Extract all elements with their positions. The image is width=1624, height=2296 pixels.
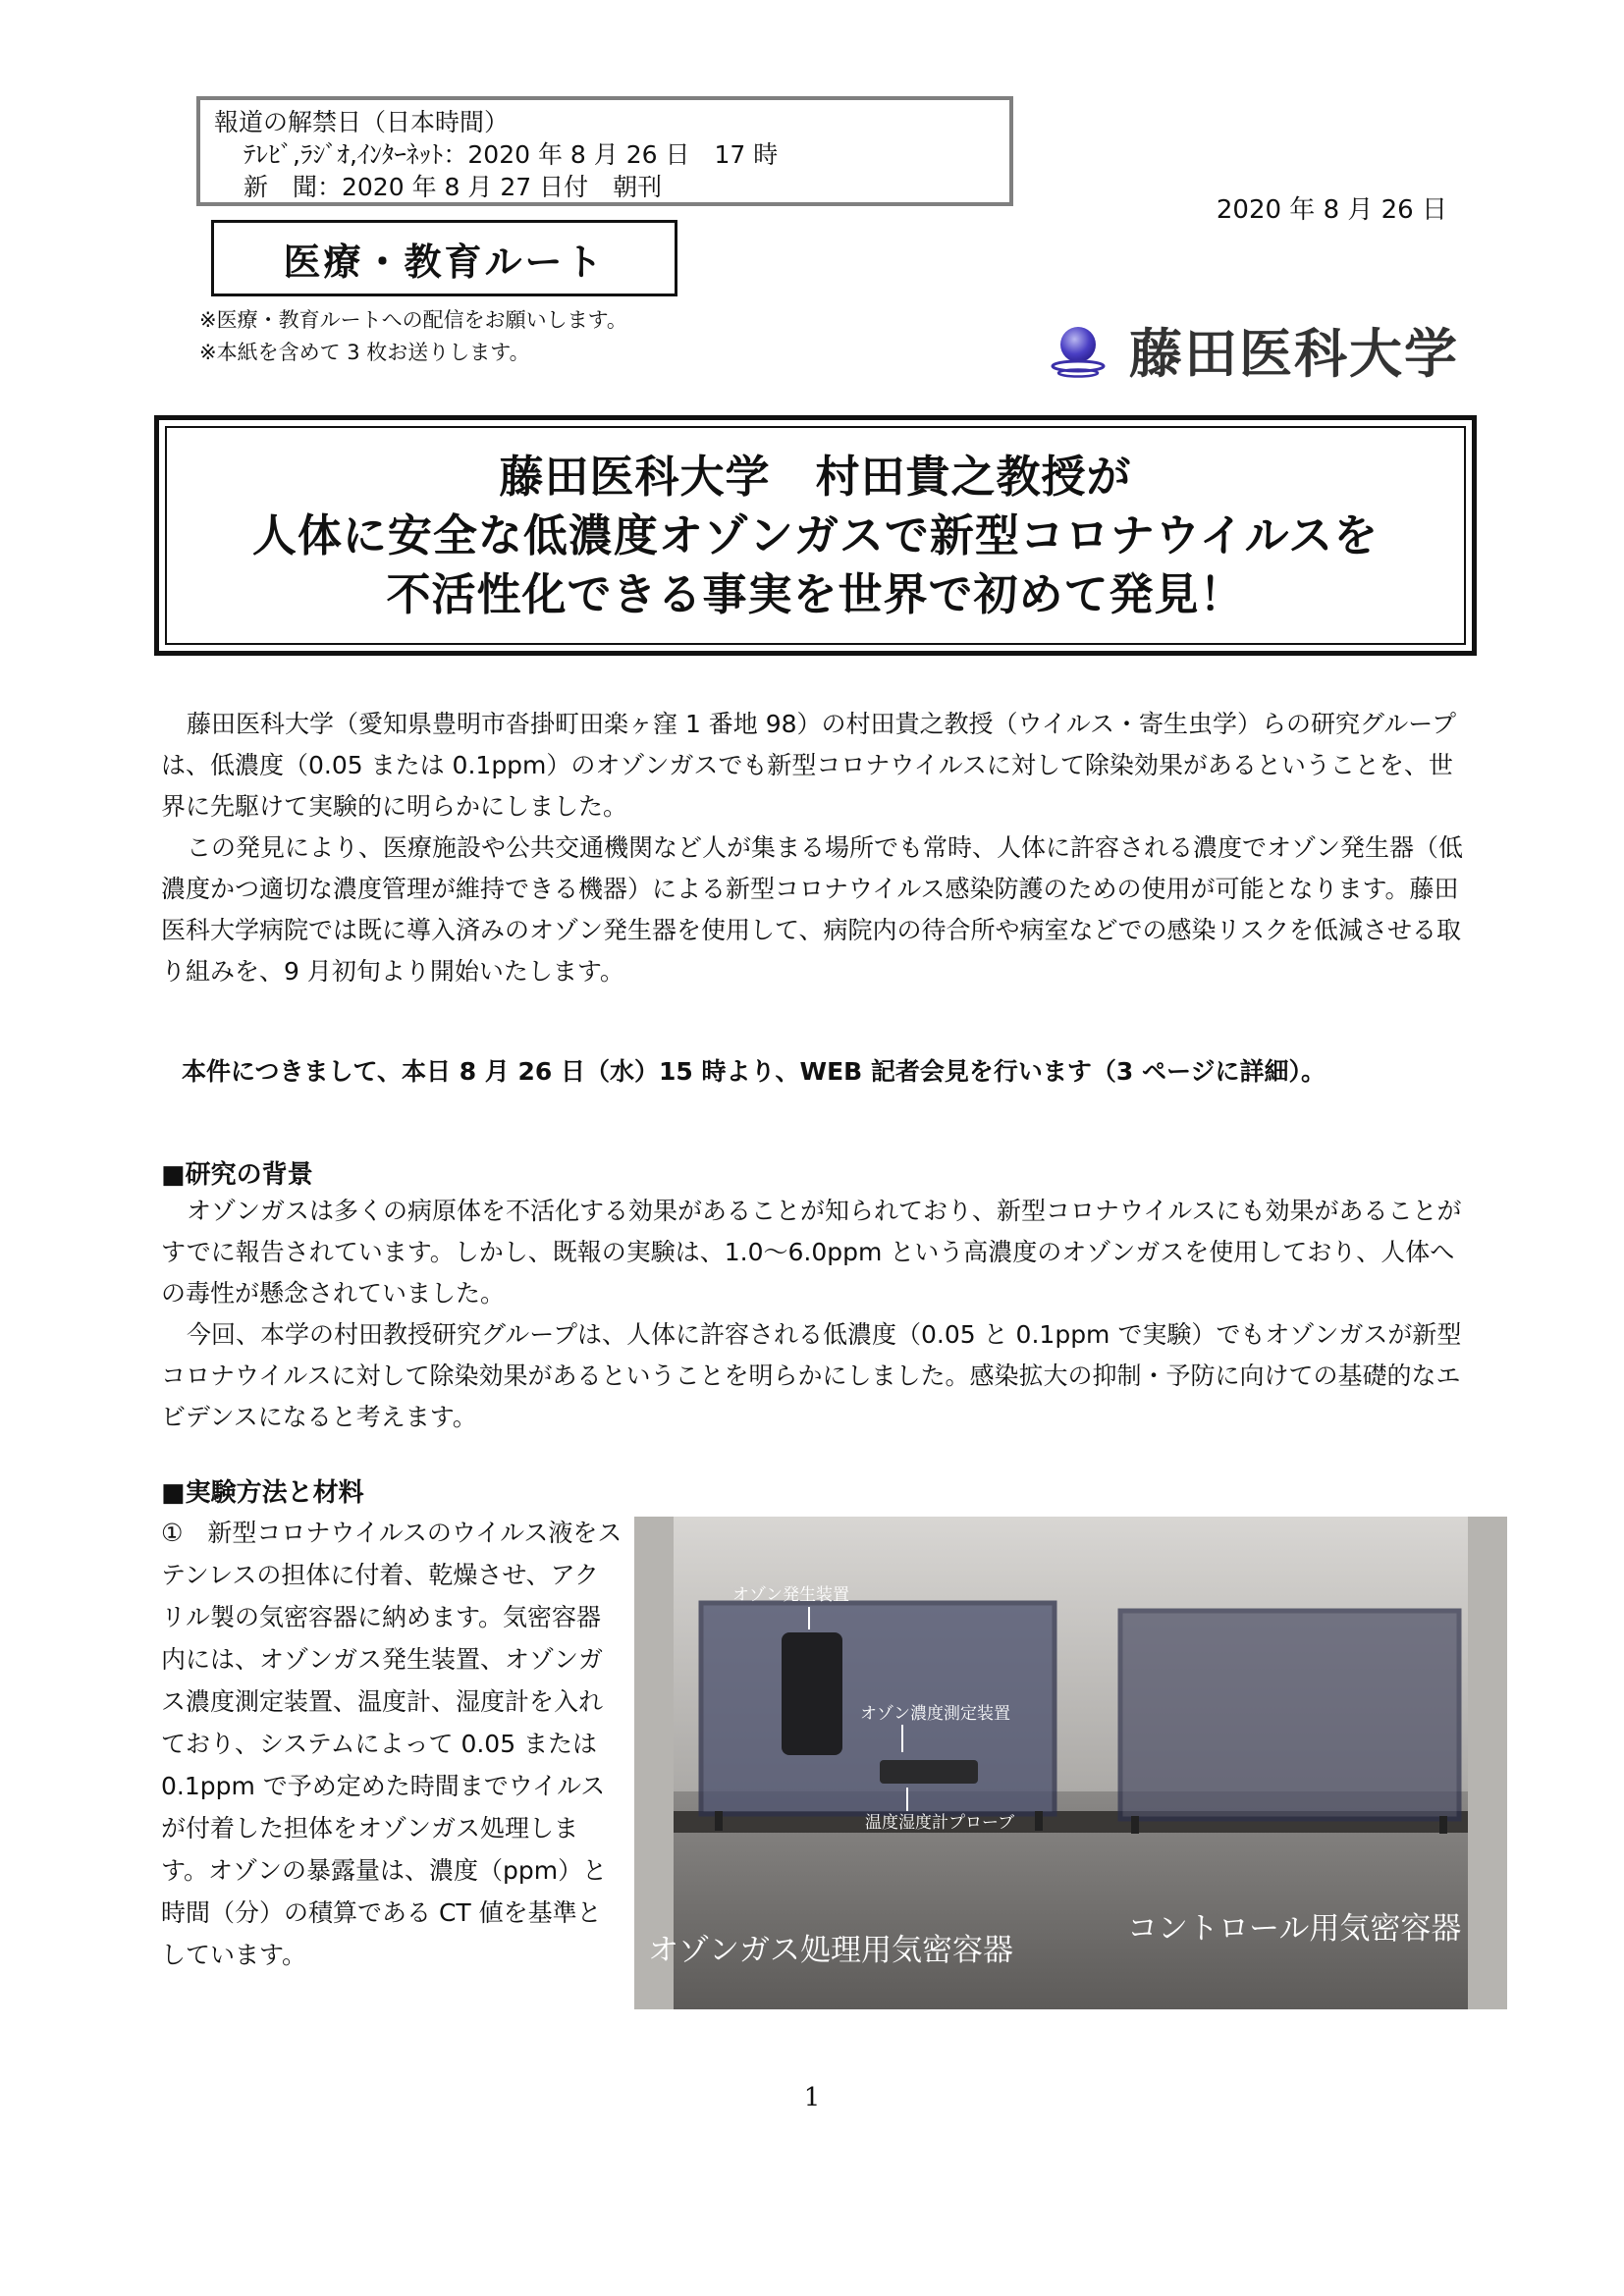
page-number: 1 [803, 2083, 821, 2112]
label-control-container: コントロール用気密容器 [1127, 1911, 1462, 1947]
label-ozone-meter: オゾン濃度測定装置 [860, 1704, 1010, 1724]
university-logo [1051, 312, 1459, 388]
intro-paragraph-1: 藤田医科大学（愛知県豊明市沓掛町田楽ヶ窪 1 番地 98）の村田貴之教授（ウイルス・寄生虫学）らの研究グループは、低濃度（0.05 または 0.1ppm）のオゾンガスでも新型コロナウイルスに対して除染効果があるということを、世界に先駆けて実験的に明らかにしました。 [161, 710, 1457, 821]
label-ozone-generator: オゾン発生装置 [732, 1585, 849, 1605]
logo-mark-icon [1051, 323, 1106, 378]
headline-box [154, 415, 1477, 656]
note-1: ※医療・教育ルートへの配信をお願いします。 [199, 308, 627, 332]
embargo-broadcast: ﾃﾚﾋﾞ,ﾗｼﾞｵ,ｲﾝﾀｰﾈｯﾄ：2020 年 8 月 26 日 17 時 [244, 140, 779, 169]
methods-text: ① 新型コロナウイルスのウイルス液をステンレスの担体に付着、乾燥させ、アクリル製の気密容器に納めます。気密容器内には、オゾンガス発生装置、オゾンガス濃度測定装置、温度計、湿度計を入れており、システムによって 0.05 または 0.1ppm で予め定めた時間までウイルスが付着した担体をオゾンガス処理します。オゾンの暴露量は、濃度（ppm）と時間（分）の積算である CT 値を基準としています。 [161, 1519, 623, 1969]
logo-name: 藤田医科大学 [1129, 323, 1459, 385]
background-heading: ■研究の背景 [161, 1160, 313, 1190]
headline-line-2: 人体に安全な低濃度オゾンガスで新型コロナウイルスを [251, 508, 1380, 561]
intro-section [161, 704, 1477, 992]
experiment-photo [634, 1517, 1507, 2009]
embargo-title: 報道の解禁日（日本時間） [214, 108, 510, 136]
headline-line-3: 不活性化できる事実を世界で初めて発見！ [386, 567, 1245, 620]
label-probe: 温度湿度計プローブ [865, 1813, 1015, 1833]
methods-heading: ■実験方法と材料 [161, 1478, 364, 1508]
background-paragraph-2: 今回、本学の村田教授研究グループは、人体に許容される低濃度（0.05 と 0.1ppm で実験）でもオゾンガスが新型コロナウイルスに対して除染効果があるということを明らかにしました。感染拡大の抑制・予防に向けての基礎的なエビデンスになると考えます。 [161, 1320, 1462, 1431]
headline-line-1: 藤田医科大学 村田貴之教授が [499, 450, 1132, 503]
embargo-box [196, 96, 1013, 206]
route-box: 医療・教育ルート [211, 220, 677, 296]
background-paragraph-1: オゾンガスは多くの病原体を不活化する効果があることが知られており、新型コロナウイルスにも効果があることがすでに報告されています。しかし、既報の実験は、1.0～6.0ppm という高濃度のオゾンガスを使用しており、人体への毒性が懸念されていました。 [161, 1197, 1462, 1308]
note-2: ※本紙を含めて 3 枚お送りします。 [199, 341, 530, 364]
label-ozone-container: オゾンガス処理用気密容器 [648, 1933, 1013, 1968]
distribution-notes [199, 304, 627, 369]
background-section [161, 1191, 1477, 1438]
release-date: 2020 年 8 月 26 日 [1216, 195, 1447, 225]
press-conference-notice: 本件につきまして、本日 8 月 26 日（水）15 時より、WEB 記者会見を行います（3 ページに詳細）。 [182, 1057, 1326, 1086]
intro-paragraph-2: この発見により、医療施設や公共交通機関など人が集まる場所でも常時、人体に許容される濃度でオゾン発生器（低濃度かつ適切な濃度管理が維持できる機器）による新型コロナウイルス感染防護のための使用が可能となります。藤田医科大学病院では既に導入済みのオゾン発生器を使用して、病院内の待合所や病室などでの感染リスクを低減させる取り組みを、9 月初旬より開始いたします。 [161, 833, 1464, 986]
embargo-newspaper: 新 聞：2020 年 8 月 27 日付 朝刊 [244, 173, 663, 201]
